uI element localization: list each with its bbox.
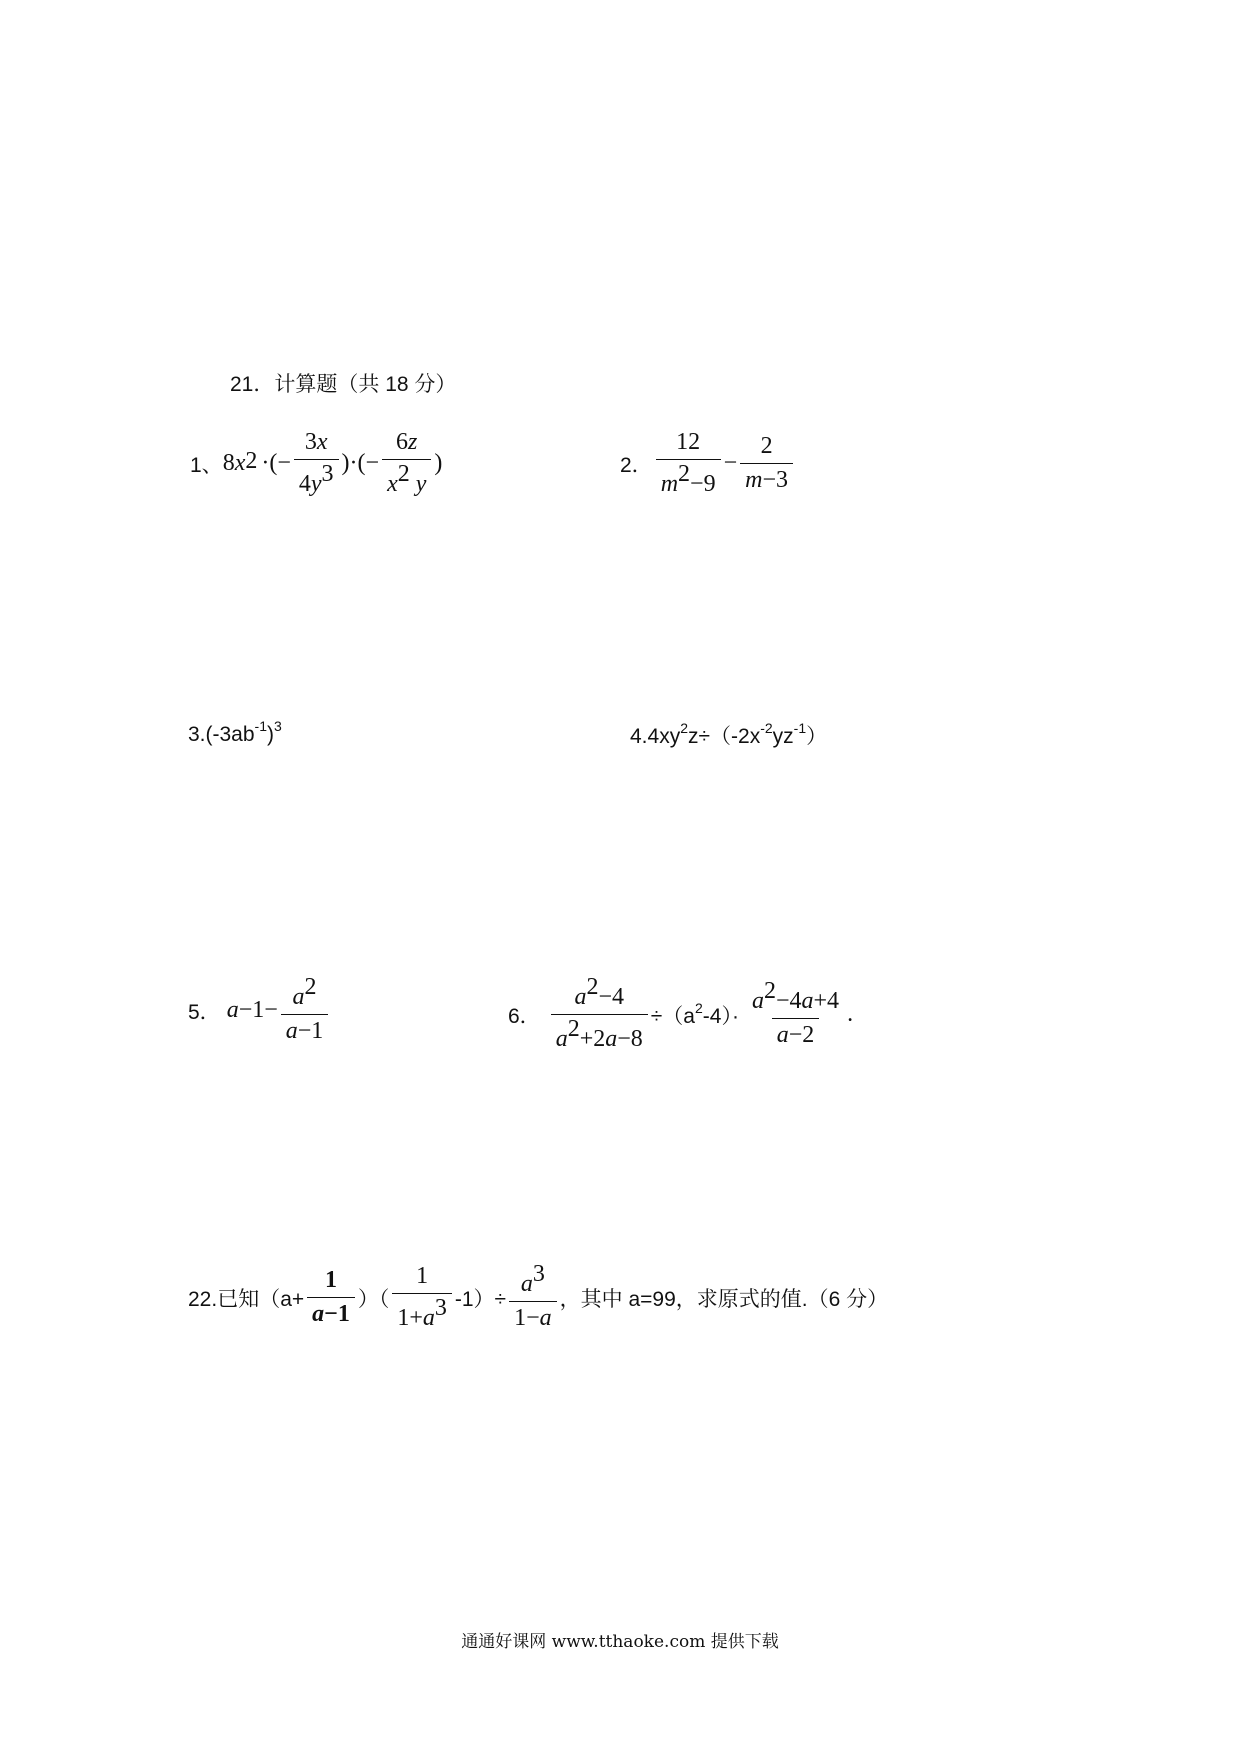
p22-prefix: 22.已知（a+ [188, 1287, 305, 1311]
p22-fraction-3 [509, 1262, 557, 1333]
p1-f2-den-var2: y [415, 471, 427, 497]
problem-1-exp: 2 [245, 448, 258, 474]
p22-fraction-2 [392, 1262, 452, 1333]
p2-f2-den-var: m [745, 467, 763, 493]
problem-1-label: 1、 [190, 453, 223, 477]
p4-text-a: 4.4xy [630, 725, 681, 748]
p1-f1-num-coef: 3 [304, 429, 317, 455]
p1-f1-den-var: y [310, 471, 322, 497]
problem-1-close-2: ) [434, 450, 443, 476]
problem-1-fraction-1 [294, 428, 339, 499]
p22-mid1: ）（ [357, 1287, 390, 1311]
problem-1-coef: 8 [222, 450, 235, 476]
p22-f2-den-lead: 1+ [397, 1305, 423, 1331]
p22-f1-den-rest: −1 [324, 1301, 350, 1327]
p6-f1-den-mid: +2 [579, 1026, 606, 1052]
footer-text: 通通好课网 www.tthaoke.com 提供下载 [461, 1632, 779, 1652]
p6-f1-den-var2: a [605, 1026, 618, 1052]
p22-suffix: ，其中 a=99，求原式的值.（6 分） [559, 1287, 889, 1311]
p5-den-var: a [285, 1018, 298, 1044]
problem-2 [620, 428, 796, 499]
p4-text-b: z÷（-2x [688, 725, 761, 748]
p6-f1-num-rest: −4 [598, 984, 624, 1010]
p1-f2-den-exp: 2 [397, 461, 410, 487]
p22-f1-num: 1 [324, 1267, 337, 1293]
p1-f2-num-var: z [408, 429, 418, 455]
p2-f2-num: 2 [760, 433, 773, 459]
problem-2-fraction-2 [740, 432, 793, 495]
p6-f1-den-rest: −8 [617, 1026, 643, 1052]
section-21-title: 21．计算题（共 18 分） [230, 373, 457, 396]
p6-f2-den-rest: −2 [788, 1022, 815, 1048]
p4-text-c: yz [772, 725, 794, 748]
p6-mid-a: ÷（a [650, 1004, 695, 1028]
p6-end: . [847, 1001, 854, 1027]
p6-f1-num-var: a [574, 984, 587, 1010]
p5-den-rest: −1 [297, 1018, 324, 1044]
problem-1-fraction-2 [382, 428, 431, 499]
p6-f2-num-var2: a [801, 988, 814, 1014]
problem-1-dot-1: · [261, 450, 270, 476]
p1-f2-den-var1: x [387, 471, 398, 497]
p3-text-b: ) [267, 723, 274, 746]
problem-1-open-1: (− [269, 450, 291, 476]
p6-mid-sup: 2 [695, 999, 703, 1016]
p6-mid-b: -4）· [702, 1004, 739, 1028]
problem-3 [188, 720, 282, 747]
p2-f2-den-rest: −3 [762, 467, 789, 493]
problem-5-fraction [281, 975, 329, 1046]
problem-6 [508, 975, 853, 1054]
problem-6-fraction-2 [747, 979, 844, 1050]
p22-f3-num-var: a [520, 1271, 533, 1297]
p5-num-var: a [292, 984, 305, 1010]
p22-f1-den-var: a [312, 1301, 325, 1327]
p6-f1-num-exp: 2 [586, 974, 599, 1000]
problem-6-fraction-1 [551, 975, 648, 1054]
p6-f2-num-rest: +4 [813, 988, 840, 1014]
p5-lead-var: a [226, 997, 239, 1023]
p5-lead-rest: −1− [238, 997, 278, 1023]
p22-f3-den-var: a [539, 1305, 552, 1331]
p3-text-a: 3.(-3ab [188, 723, 255, 746]
p3-sup-b: 3 [274, 718, 282, 734]
p22-f2-num: 1 [416, 1263, 429, 1289]
problem-1 [190, 428, 442, 499]
p2-f1-den-rest: −9 [690, 471, 716, 497]
p6-f2-den-var: a [776, 1022, 789, 1048]
p6-f2-num-mid: −4 [775, 988, 802, 1014]
p22-f3-den-lead: 1− [514, 1305, 540, 1331]
p22-f2-den-var: a [422, 1305, 435, 1331]
p4-sup-b: -2 [760, 720, 773, 736]
problem-1-dot-2: · [349, 450, 358, 476]
p6-f2-num-exp: 2 [763, 978, 776, 1004]
problem-5 [188, 975, 331, 1046]
p6-f1-den-exp: 2 [567, 1016, 580, 1042]
p22-f3-num-exp: 3 [532, 1261, 545, 1287]
p4-sup-c: -1 [793, 720, 807, 736]
p5-num-exp: 2 [304, 974, 317, 1000]
p6-mid [651, 1000, 739, 1030]
p2-f1-num: 12 [676, 429, 701, 455]
p6-f2-num-var: a [751, 988, 764, 1014]
problem-1-var: x [234, 450, 246, 476]
problem-5-label: 5． [188, 1000, 221, 1024]
p2-f1-den-exp: 2 [678, 461, 691, 487]
problem-1-close-1: ) [341, 450, 350, 476]
problem-2-label: 2． [620, 453, 653, 477]
p22-f2-den-exp: 3 [434, 1295, 447, 1321]
problem-1-open-2: (− [357, 450, 380, 476]
problem-2-fraction-1 [656, 428, 721, 499]
p1-f1-den-exp: 3 [321, 461, 334, 487]
problem-2-minus: − [723, 450, 738, 476]
p3-sup-a: -1 [254, 718, 267, 734]
p6-f1-den-var: a [555, 1026, 568, 1052]
p22-mid2: -1）÷ [454, 1287, 507, 1311]
problem-22 [188, 1262, 888, 1333]
p4-sup-a: 2 [680, 720, 688, 736]
problem-4 [630, 720, 827, 750]
p4-text-d: ） [806, 725, 828, 748]
p22-fraction-1 [307, 1266, 355, 1329]
p2-f1-den-var: m [660, 471, 679, 497]
problem-6-label: 6． [508, 1004, 541, 1028]
p1-f1-num-var: x [316, 429, 328, 455]
p1-f2-num-coef: 6 [396, 429, 409, 455]
p1-f1-den-coef: 4 [298, 471, 311, 497]
